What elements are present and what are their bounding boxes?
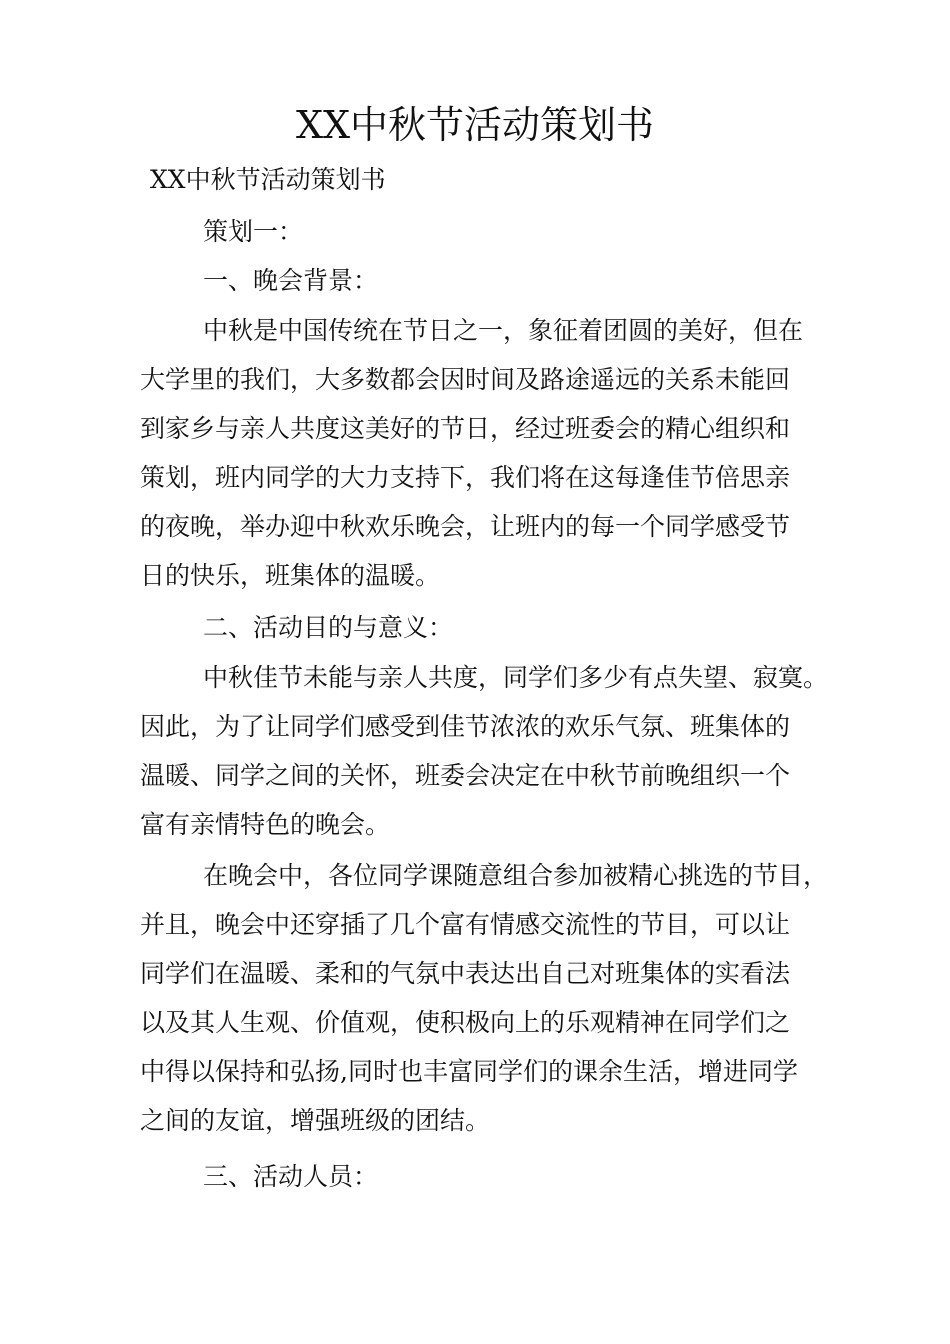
paragraph-line: 中得以保持和弘扬,同时也丰富同学们的课余生活，增进同学 [140, 1057, 798, 1086]
paragraph-background [140, 306, 840, 600]
plan-label: 策划一： [203, 217, 304, 246]
paragraph-line: 到家乡与亲人共度这美好的节日，经过班委会的精心组织和 [140, 414, 791, 443]
paragraph-line: 的夜晚，举办迎中秋欢乐晚会，让班内的每一个同学感受节 [140, 512, 791, 541]
paragraph-line: 在晚会中，各位同学课随意组合参加被精心挑选的节目， [203, 861, 829, 890]
paragraph-line: 中秋是中国传统在节日之一，象征着团圆的美好，但在 [203, 316, 804, 345]
section-heading-participants: 三、活动人员： [203, 1162, 379, 1191]
document-subtitle: XX中秋节活动策划书 [150, 165, 386, 194]
paragraph-line: 同学们在温暖、柔和的气氛中表达出自己对班集体的实看法 [140, 959, 791, 988]
paragraph-line: 因此，为了让同学们感受到佳节浓浓的欢乐气氛、班集体的 [140, 712, 791, 741]
paragraph-purpose-1 [140, 653, 840, 849]
paragraph-line: 日的快乐，班集体的温暖。 [140, 561, 441, 590]
section-heading-purpose: 二、活动目的与意义： [203, 613, 454, 642]
paragraph-line: 温暖、同学之间的关怀，班委会决定在中秋节前晚组织一个 [140, 761, 791, 790]
section-heading-background: 一、晚会背景： [203, 266, 379, 295]
paragraph-line: 策划，班内同学的大力支持下，我们将在这每逢佳节倍思亲 [140, 463, 791, 492]
paragraph-line: 大学里的我们，大多数都会因时间及路途遥远的关系未能回 [140, 365, 791, 394]
document-title: XX中秋节活动策划书 [295, 103, 655, 147]
paragraph-line: 富有亲情特色的晚会。 [140, 810, 391, 839]
paragraph-line: 之间的友谊，增强班级的团结。 [140, 1106, 491, 1135]
paragraph-line: 并且，晚会中还穿插了几个富有情感交流性的节目，可以让 [140, 910, 791, 939]
paragraph-line: 以及其人生观、价值观，使积极向上的乐观精神在同学们之 [140, 1008, 791, 1037]
paragraph-purpose-2 [140, 851, 840, 1145]
paragraph-line: 中秋佳节未能与亲人共度，同学们多少有点失望、寂寞。 [203, 663, 829, 692]
